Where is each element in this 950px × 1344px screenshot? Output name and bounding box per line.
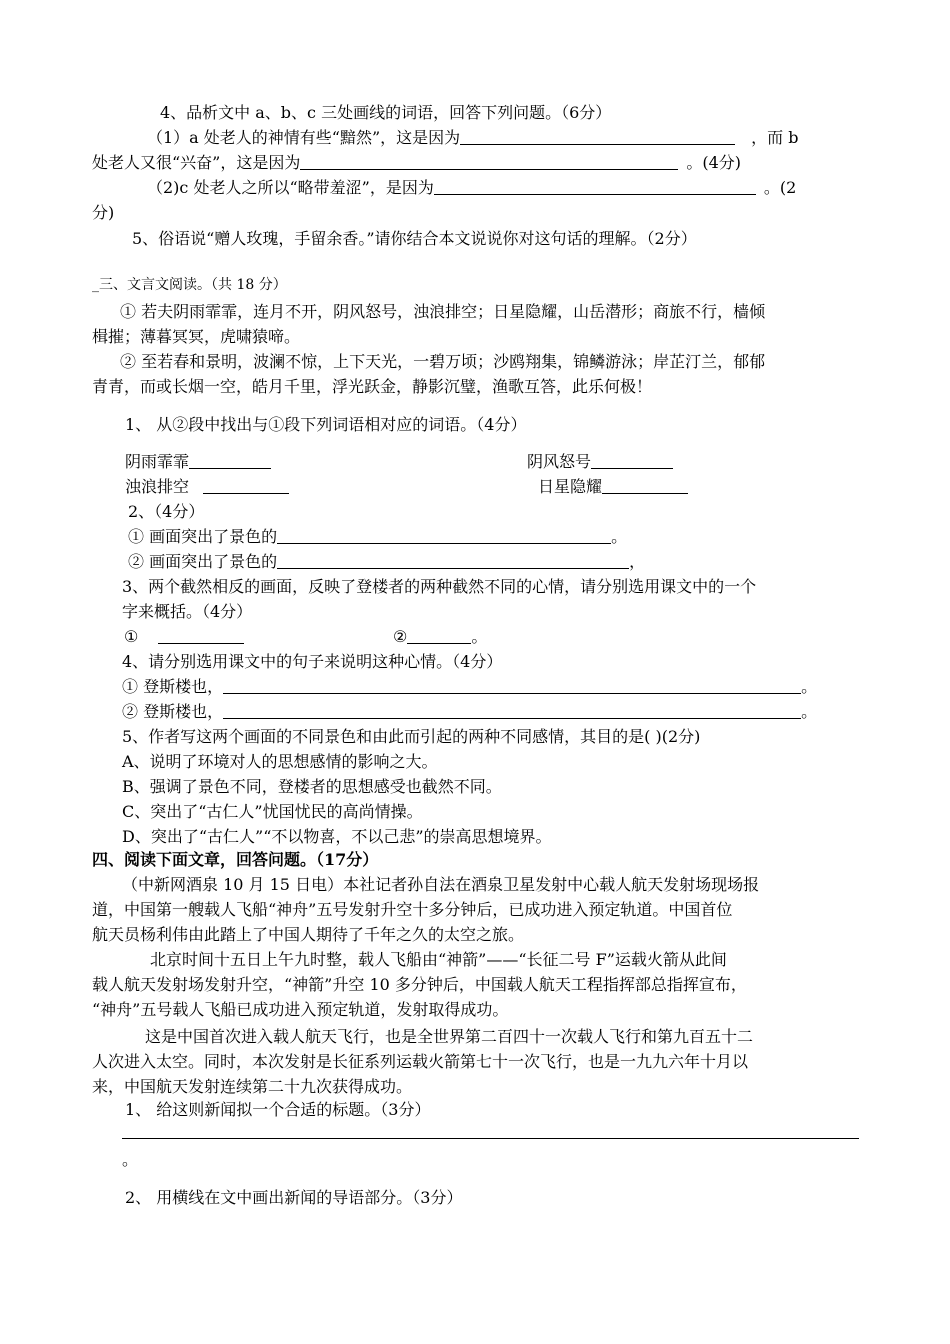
question-4-2: [147, 178, 796, 198]
news-p3-line-1: 这是中国首次进入载人航天飞行，也是全世界第二百四十一次载人飞行和第九百五十二: [145, 1027, 754, 1046]
question-4-2-cont: 分): [92, 203, 115, 222]
passage-1-line-2: 楫摧；薄暮冥冥，虎啸猿啼。: [92, 327, 301, 346]
answer-blank[interactable]: [277, 527, 611, 544]
answer-blank[interactable]: [460, 128, 735, 145]
q4b-text: ② 登斯楼也，: [122, 702, 224, 721]
passage-1-line-1: ① 若夫阴雨霏霏，连月不开，阴风怒号，浊浪排空；日星隐耀，山岳潜形；商旅不行，樯倾: [120, 302, 766, 321]
q3-answer-2: [393, 627, 487, 647]
news-p3-line-3: 来，中国航天发射连续第二十九次获得成功。: [92, 1077, 413, 1096]
answer-blank[interactable]: [223, 677, 801, 694]
answer-blank[interactable]: [591, 452, 673, 469]
news-p1-line-1: （中新网酒泉 10 月 15 日电）本社记者孙自法在酒泉卫星发射中心载人航天发射场现场报: [122, 875, 760, 894]
word-item: [125, 477, 289, 497]
answer-blank[interactable]: [434, 178, 756, 195]
q2-item-b: [128, 552, 645, 572]
word-label: 阴风怒号: [527, 452, 592, 471]
q2b-end: ，: [629, 552, 646, 571]
news-p1-line-3: 航天员杨利伟由此踏上了中国人期待了千年之久的太空之旅。: [92, 925, 525, 944]
q3-marker-1: ①: [124, 627, 139, 646]
s3-question-3-cont: 字来概括。（4分）: [122, 602, 253, 621]
s3-question-5: 5、作者写这两个画面的不同景色和由此而引起的两种不同感情，其目的是( )(2分): [122, 727, 701, 746]
word-label: 浊浪排空: [125, 477, 190, 496]
answer-blank[interactable]: [158, 627, 244, 644]
q4-1-text-end: ，而 b: [751, 128, 799, 147]
q2b-text: ② 画面突出了景色的: [128, 552, 278, 571]
answer-blank[interactable]: [602, 477, 688, 494]
q4-answer-b: [122, 702, 817, 722]
s3-question-2: 2、（4分）: [128, 502, 205, 521]
section-4-heading: 四、阅读下面文章，回答问题。（17分）: [92, 850, 379, 869]
answer-blank[interactable]: [407, 627, 471, 644]
q4-1-text: （1）a 处老人的神情有些“黯然”，这是因为: [147, 128, 461, 147]
section-3-heading: _三、文言文阅读。（共 18 分）: [92, 277, 287, 293]
s4-question-2: 2、 用横线在文中画出新闻的导语部分。（3分）: [125, 1188, 463, 1207]
answer-blank[interactable]: [277, 552, 629, 569]
word-item: [538, 477, 688, 497]
passage-2-line-2: 青青，而或长烟一空，皓月千里，浮光跃金，静影沉璧，渔歌互答，此乐何极！: [92, 377, 653, 396]
q4a-text: ① 登斯楼也，: [122, 677, 224, 696]
news-p2-line-3: “神舟”五号载人飞船已成功进入预定轨道，发射取得成功。: [92, 1000, 509, 1019]
word-item: [527, 452, 673, 472]
s3-question-3: 3、两个截然相反的画面，反映了登楼者的两种截然不同的心情，请分别选用课文中的一个: [122, 577, 757, 596]
question-4-1-cont: [92, 153, 741, 173]
q4-1-text-2: 处老人又很“兴奋”，这是因为: [92, 153, 301, 172]
option-a: A、说明了环境对人的思想感情的影响之大。: [122, 752, 438, 771]
answer-blank[interactable]: [223, 702, 801, 719]
q4-2-text: （2)c 处老人之所以“略带羞涩”，是因为: [147, 178, 434, 197]
answer-blank[interactable]: [300, 153, 678, 170]
news-p3-line-2: 人次进入太空。同时，本次发射是长征系列运载火箭第七十一次飞行，也是一九九六年十月以: [92, 1052, 749, 1071]
answer-blank[interactable]: [203, 477, 289, 494]
s3-question-4: 4、请分别选用课文中的句子来说明这种心情。（4分）: [122, 652, 503, 671]
question-4: 4、品析文中 a、b、c 三处画线的词语，回答下列问题。（6分）: [160, 103, 612, 122]
word-label: 阴雨霏霏: [125, 452, 190, 471]
q2a-end: 。: [611, 527, 628, 546]
q2a-text: ① 画面突出了景色的: [128, 527, 278, 546]
q2-item-a: [128, 527, 627, 547]
s3-question-1: 1、 从②段中找出与①段下列词语相对应的词语。（4分）: [125, 415, 527, 434]
option-b: B、强调了景色不同，登楼者的思想感受也截然不同。: [122, 777, 502, 796]
option-c: C、突出了“古仁人”忧国忧民的高尚情操。: [122, 802, 423, 821]
answer-line-end: 。: [122, 1150, 139, 1169]
q4-2-score: 。(2: [763, 178, 797, 197]
answer-line[interactable]: [122, 1138, 859, 1139]
q4-1-score: 。(4分): [686, 153, 742, 172]
q4a-end: 。: [801, 677, 818, 696]
s4-question-1: 1、 给这则新闻拟一个合适的标题。（3分）: [125, 1100, 431, 1119]
word-label: 日星隐耀: [538, 477, 603, 496]
q3-marker-2: ②: [393, 627, 408, 646]
q4b-end: 。: [801, 702, 818, 721]
news-p1-line-2: 道，中国第一艘载人飞船“神舟”五号发射升空十多分钟后，已成功进入预定轨道。中国首位: [92, 900, 733, 919]
q3-end: 。: [471, 627, 488, 646]
question-5: 5、俗语说“赠人玫瑰，手留余香。”请你结合本文说说你对这句话的理解。（2分）: [132, 229, 697, 248]
option-d: D、突出了“古仁人”“不以物喜，不以己悲”的崇高思想境界。: [122, 827, 552, 846]
word-item: [125, 452, 271, 472]
q4-answer-a: [122, 677, 817, 697]
passage-2-line-1: ② 至若春和景明，波澜不惊，上下天光，一碧万顷；沙鸥翔集，锦鳞游泳；岸芷汀兰，郁郁: [120, 352, 766, 371]
news-p2-line-1: 北京时间十五日上午九时整，载人飞船由“神箭”——“长征二号 F”运载火箭从此间: [150, 950, 727, 969]
news-p2-line-2: 载人航天发射场发射升空，“神箭”升空 10 多分钟后，中国载人航天工程指挥部总指挥宣布，: [92, 975, 747, 994]
q3-answer-1: [124, 627, 244, 647]
answer-blank[interactable]: [189, 452, 271, 469]
question-4-1: [147, 128, 799, 148]
